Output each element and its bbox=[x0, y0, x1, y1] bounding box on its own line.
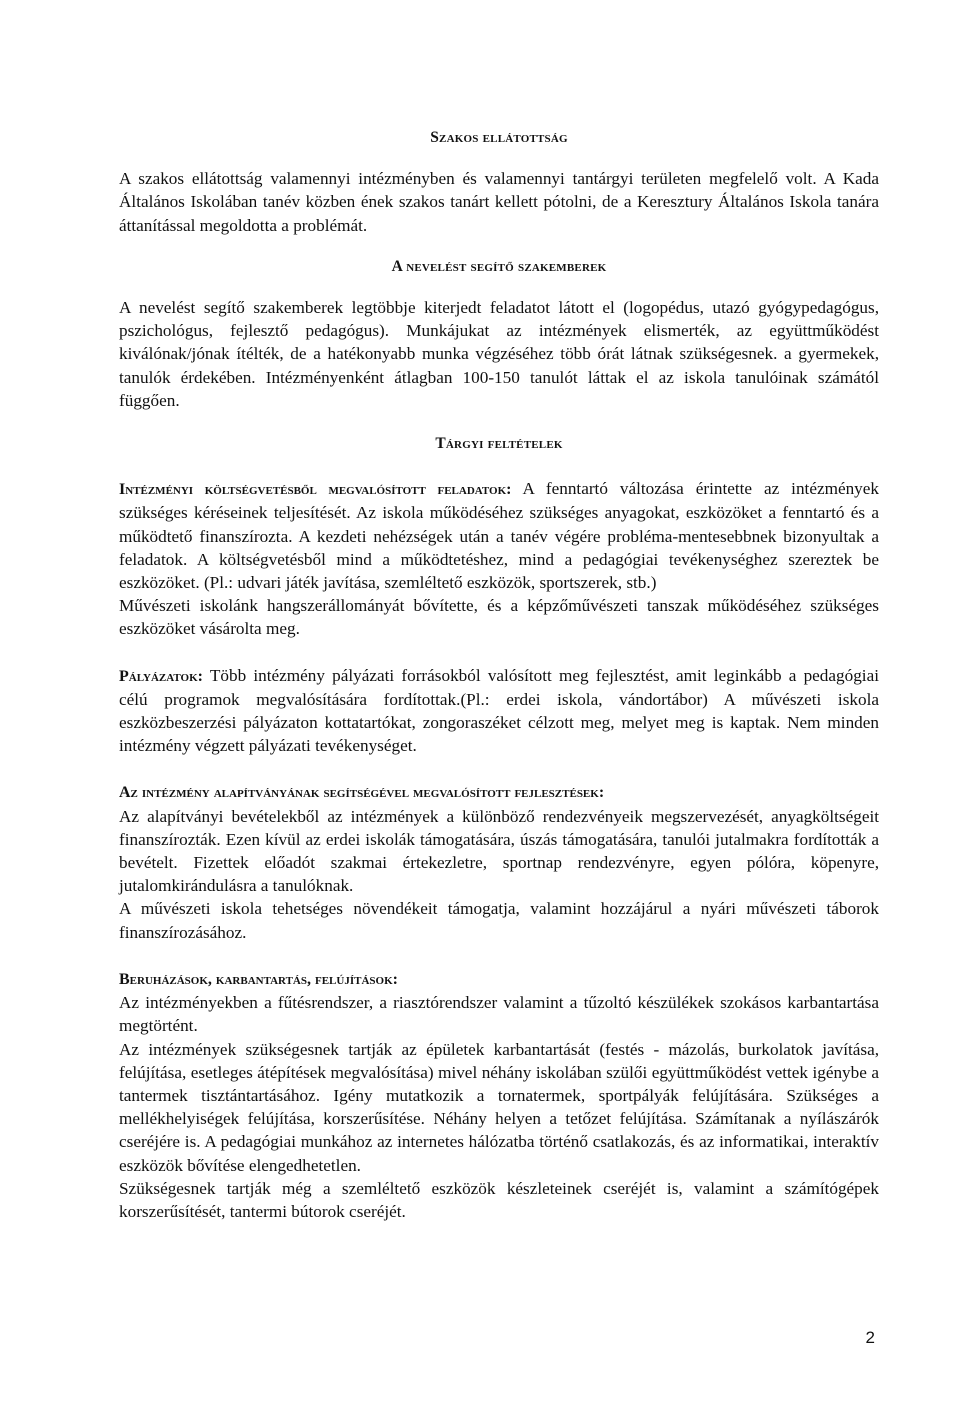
section-title-targyi-feltetelek: Tárgyi feltételek bbox=[435, 435, 563, 453]
lead-intezmenyi-koltsegvetes: Intézményi költségvetésből megvalósított feladatok: bbox=[119, 481, 512, 499]
text-palyazatok: Több intézmény pályázati forrásokból valósított meg fejlesztést, amit leginkább a pedagógiai célú programok megvalósítására fordítottak.(Pl.: erdei iskola, vándortábor) A művészeti iskola eszközbeszerzési pályázaton kottatartókat, zongoraszéket célzott meg, melyet meg is kaptak. Nem minden intézmény végzett pályázati tevékenységet. bbox=[119, 665, 879, 756]
lead-alapitvany-text: Az intézmény alapítványának segítségével megvalósított fejlesztések: bbox=[119, 784, 605, 802]
lead-beruhazasok-text: Beruházások, karbantartás, felújítások: bbox=[119, 970, 398, 988]
text-intezmenyi-koltsegvetes: A fenntartó változása érintette az intézmények szükséges kéréseinek teljesítését. Az iskola működéséhez szükséges anyagokat, eszközöket a fenntartó és a működtető finanszírozta. A kezdeti nehézségek után a tanév végére probléma-mentesebbnek bizonyultak a feladatok. A költségvetésből mind a működtetéshez, mind a pedagógiai tevékenységhez szereztek be eszközöket. (Pl.: udvari játék javítása, szemléltető eszközök, sportszerek, stb.) bbox=[119, 479, 879, 593]
paragraph-beruhazasok-3: Szükségesnek tartják még a szemléltető eszközök készleteinek cseréjét is, valamint a számítógépek korszerűsítését, tantermi bútorok cseréjét. bbox=[119, 1178, 879, 1221]
paragraph-intezmenyi-koltsegvetes bbox=[119, 477, 879, 594]
document-page bbox=[119, 118, 879, 1223]
lead-palyazatok: Pályázatok: bbox=[119, 667, 203, 685]
lead-alapitvany bbox=[119, 780, 879, 804]
paragraph-muveszeti-iskola: Művészeti iskolánk hangszerállományát bővítette, és a képzőművészeti tanszak működéséhez szükséges eszközöket vásárolta meg. bbox=[119, 596, 879, 639]
section-title-szakos-ellatottsag: Szakos ellátottság bbox=[430, 129, 568, 146]
paragraph-beruhazasok-1: Az intézményekben a fűtésrendszer, a riasztórendszer valamint a tűzoltó készülékek szokásos karbantartása megtörtént. bbox=[119, 993, 879, 1036]
page-number: 2 bbox=[865, 1328, 875, 1347]
paragraph-palyazatok bbox=[119, 664, 879, 758]
lead-beruhazasok bbox=[119, 967, 879, 991]
paragraph-alapitvany-2: A művészeti iskola tehetséges növendékeit támogatja, valamint hozzájárul a nyári művészeti táborok finanszírozásához. bbox=[119, 899, 879, 942]
paragraph-nevelest-segito: A nevelést segítő szakemberek legtöbbje kiterjedt feladatot látott el (logopédus, utazó gyógypedagógus, pszichológus, fejlesztő pedagógus). Munkájukat az intézmények elismerték, az együttműködést kiválónak/jónak ítélték, de a hatékonyabb munka végzéséhez több órát látnak szükségesnek. a gyermekek, tanulók érdekében. Intézményenként átlagban 100-150 tanulót láttak el az iskola tanulóinak számától függően. bbox=[119, 298, 879, 410]
paragraph-beruhazasok-2: Az intézmények szükségesnek tartják az épületek karbantartását (festés - mázolás, burkolatok javítása, felújítása, esetleges átépítések megvalósítása) mivel néhány iskolában szülői együttműködést vettek igénybe a tantermek tisztántartásához. Igény mutatkozik a tornatermek, sportpályák felújítására. Szükséges a mellékhelyiségek felújítása, korszerűsítése. Néhány helyen a tetőzet felújítása. Számítanak a nyílászárók cseréjére is. A pedagógiai munkához az internetes hálózatba történő csatlakozás, és az informatikai, interaktív eszközök bővítése elengedhetetlen. bbox=[119, 1039, 879, 1175]
paragraph-alapitvany-1: Az alapítványi bevételekből az intézmények a különböző rendezvényeik megszervezését, anyagköltségeit finanszírozták. Ezen kívül az erdei iskolák támogatására, úszás támogatására, tanulói jutalmakra fordították a bevételt. Fizettek előadót szakmai értekezletre, sportnap rendezvényre, egyen pólóra, köpenyre, jutalomkirándulásra a tanulóknak. bbox=[119, 806, 879, 896]
paragraph-szakos-ellatottsag: A szakos ellátottság valamennyi intézményben és valamennyi tantárgyi területen megfelelő volt. A Kada Általános Iskolában tanév közben ének szakos tanárt kellett pótolni, de a Keresztury Általános Iskola tanára áttanítással megoldotta a problémát. bbox=[119, 169, 879, 235]
section-title-nevelest-segito: A nevelést segítő szakemberek bbox=[391, 257, 607, 275]
